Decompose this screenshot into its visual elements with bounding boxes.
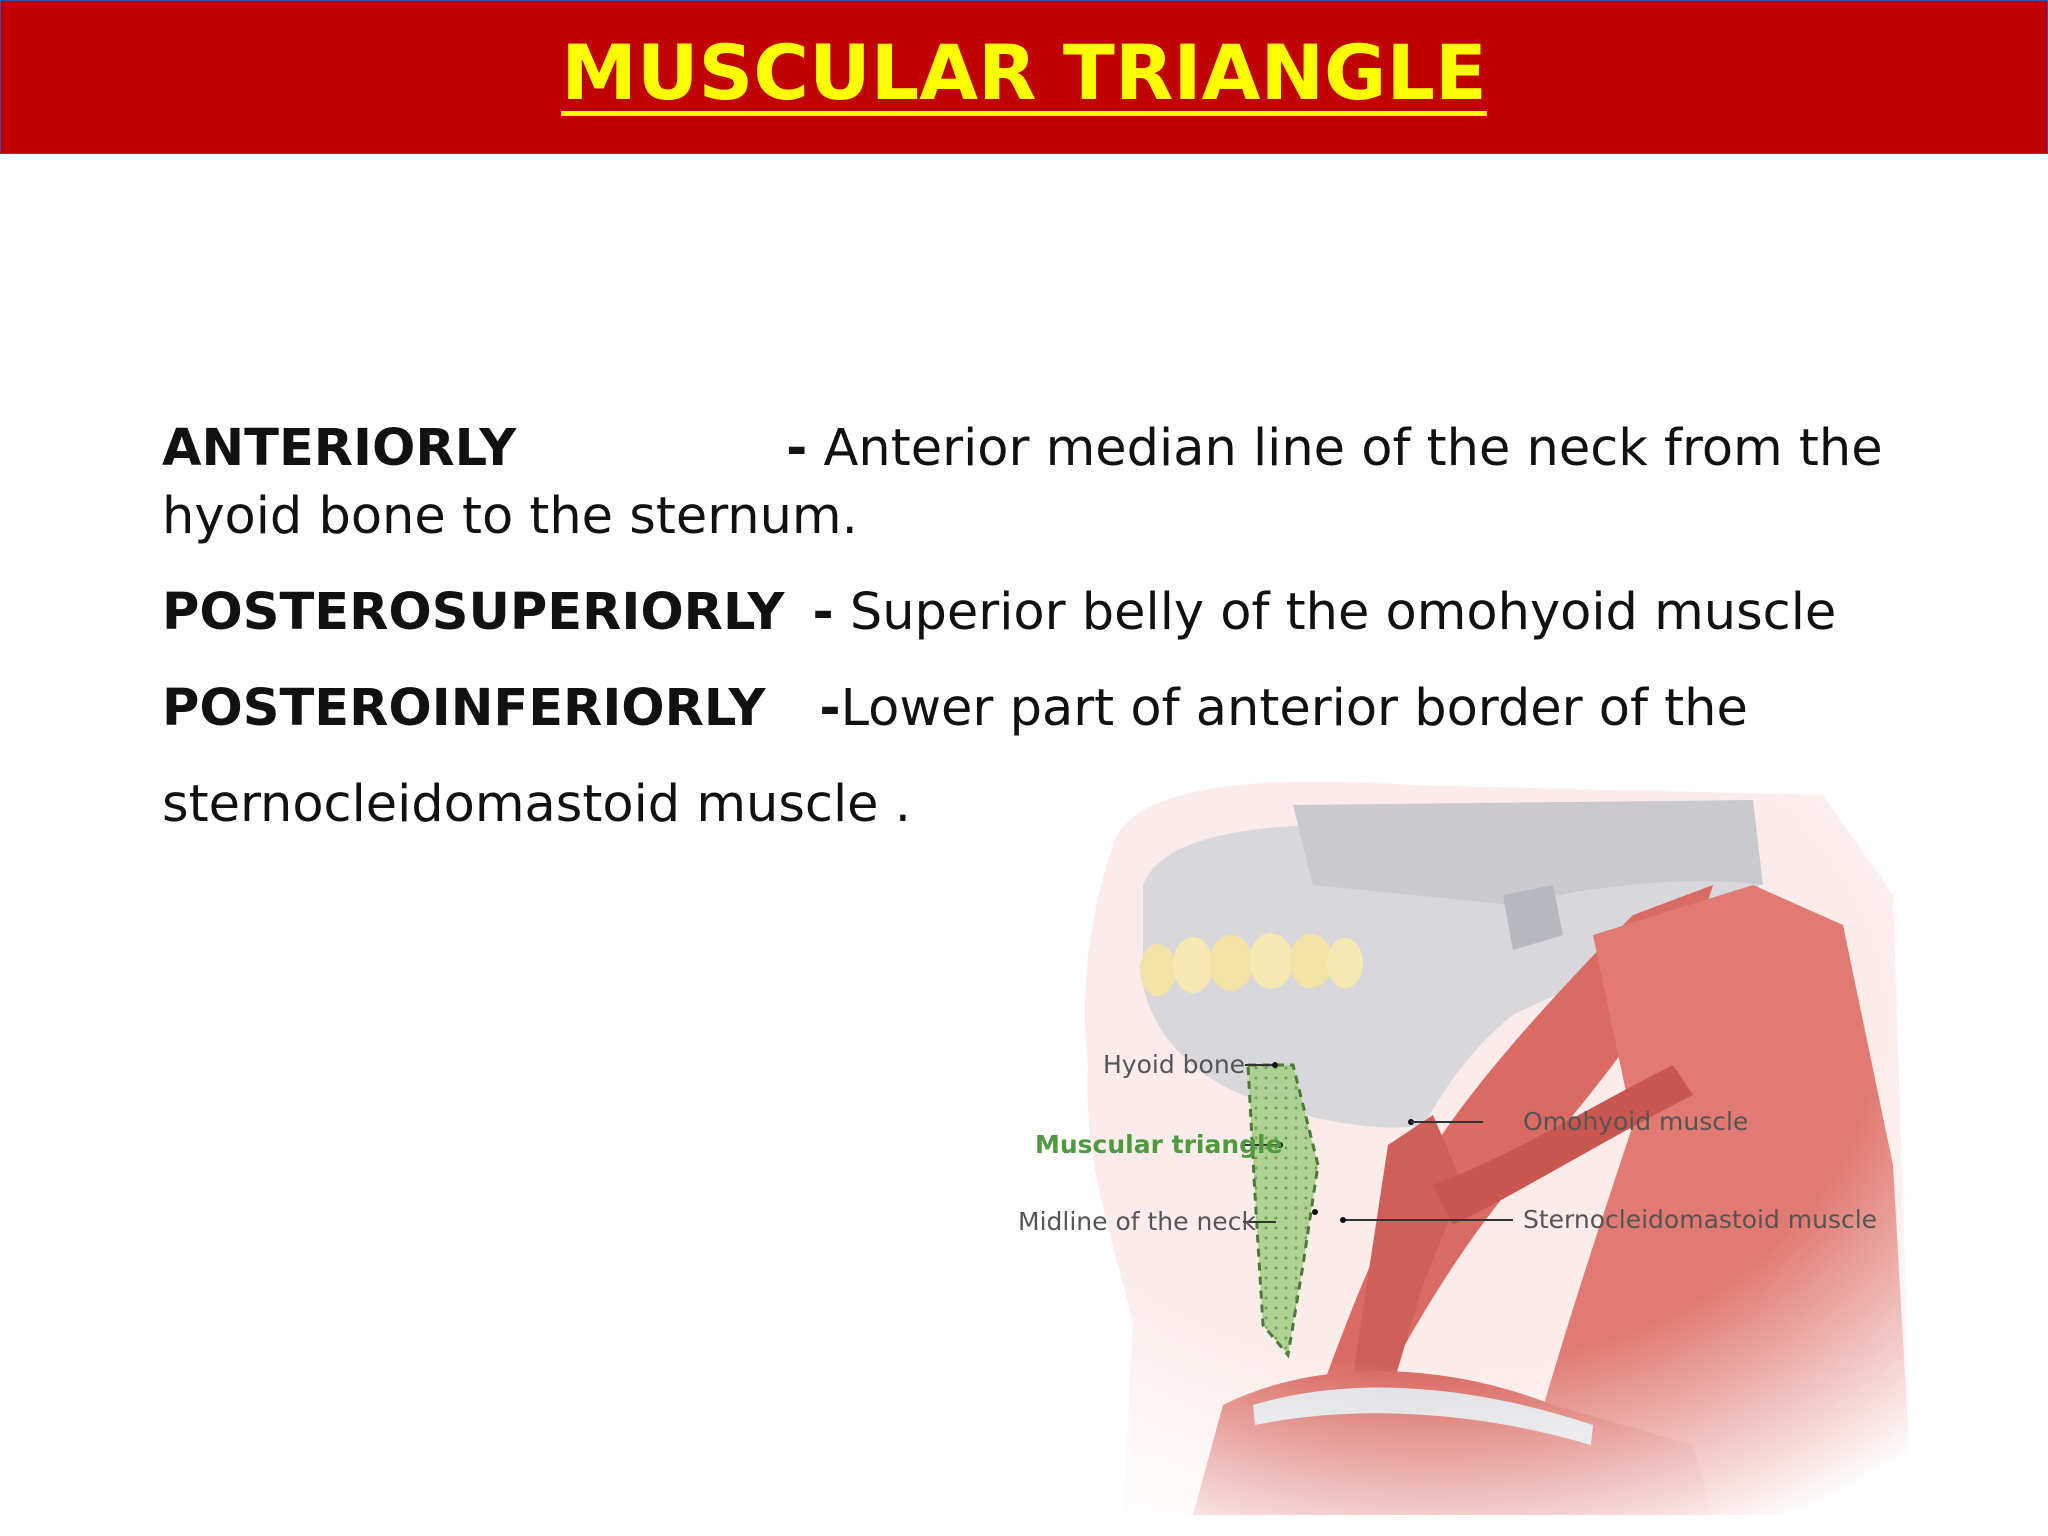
posteroinferiorly-description-2: sternocleidomastoid muscle . (162, 775, 911, 834)
title-bar (0, 0, 2048, 154)
anteriorly-line-2 (162, 483, 1922, 551)
label-omohyoid: Omohyoid muscle (1523, 1107, 1749, 1136)
posterosuperiorly-description: Superior belly of the omohyoid muscle (833, 583, 1837, 642)
posterosuperiorly-line (162, 579, 1922, 647)
anteriorly-dash: - (786, 419, 808, 478)
posteroinferiorly-description-1: Lower part of anterior border of the (840, 679, 1748, 738)
posteroinferiorly-line (162, 675, 1922, 743)
label-scm: Sternocleidomastoid muscle (1523, 1205, 1878, 1234)
label-midline: Midline of the neck (1018, 1207, 1256, 1236)
label-hyoid-bone: Hyoid bone (1103, 1050, 1246, 1079)
label-muscular-triangle: Muscular triangle (1035, 1130, 1283, 1159)
anteriorly-description-2: hyoid bone to the sternum. (162, 487, 858, 546)
posteroinferiorly-dash: - (819, 679, 841, 738)
anteriorly-description-1: Anterior median line of the neck from the (807, 419, 1883, 478)
posteroinferiorly-term: POSTEROINFERIORLY (162, 679, 766, 738)
slide-title: MUSCULAR TRIANGLE (561, 27, 1487, 117)
anteriorly-line (162, 415, 1922, 483)
posterosuperiorly-dash: - (812, 583, 834, 642)
neck-anatomy-illustration (993, 765, 1973, 1515)
posterosuperiorly-term: POSTEROSUPERIORLY (162, 583, 785, 642)
neck-anatomy-figure (993, 765, 1973, 1515)
anteriorly-term: ANTERIORLY (162, 419, 517, 478)
